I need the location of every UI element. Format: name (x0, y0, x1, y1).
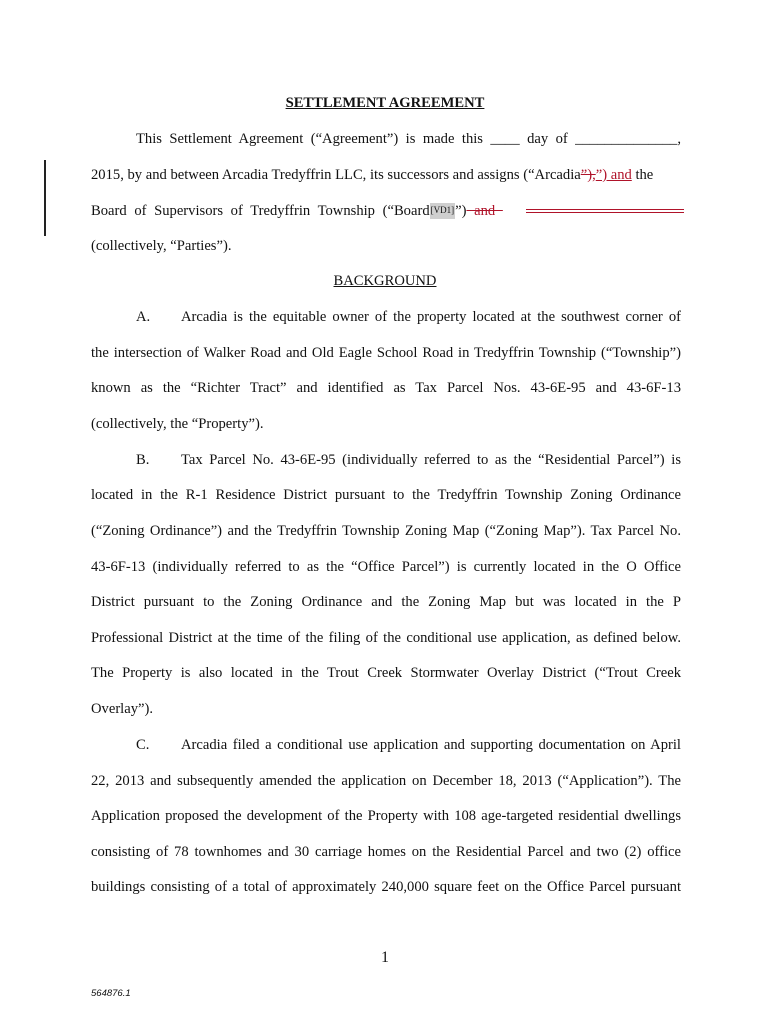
paragraph-b-line: (“Zoning Ordinance”) and the Tredyffrin Township Zoning Map (“Zoning Map”). Tax Parcel No. (91, 523, 681, 539)
paragraph-b-label: B. (136, 452, 150, 468)
page-number: 1 (381, 949, 389, 966)
intro-line-2-end: the (631, 167, 654, 183)
paragraph-c-label: C. (136, 737, 150, 753)
intro-line-3 (91, 200, 681, 221)
paragraph-a-label: A. (136, 309, 151, 325)
paragraph-a-line: the intersection of Walker Road and Old Eagle School Road in Tredyffrin Township (“Township”) (91, 345, 681, 361)
paragraph-b-line: Professional District at the time of the filing of the conditional use application, as defined below. (91, 630, 681, 646)
paragraph-b-line: Tax Parcel No. 43-6E-95 (individually referred to as the “Residential Parcel”) is (181, 452, 681, 468)
paragraph-b-line: District pursuant to the Zoning Ordinance and the Zoning Map but was located in the P (91, 594, 681, 610)
inserted-blank-line (526, 209, 684, 213)
background-heading: BACKGROUND (333, 273, 437, 289)
intro-line-2 (91, 165, 681, 185)
paragraph-a-line: Arcadia is the equitable owner of the property located at the southwest corner of (181, 309, 681, 325)
comment-marker[interactable] (430, 203, 456, 219)
paragraph-c-line: Arcadia filed a conditional use application and supporting documentation on April (181, 737, 681, 753)
change-bar (44, 160, 46, 236)
intro-line-2-text: 2015, by and between Arcadia Tredyffrin LLC, its successors and assigns (“Arcadia (91, 167, 581, 183)
inserted-text: ”) and (595, 167, 632, 183)
paragraph-a-line: known as the “Richter Tract” and identified as Tax Parcel Nos. 43-6E-95 and 43-6F-13 (91, 380, 681, 396)
intro-line-3-close: ”) (455, 203, 467, 219)
paragraph-a-line: (collectively, the “Property”). (91, 416, 264, 432)
paragraph-c-line: Application proposed the development of the Property with 108 age-targeted residential dwellings (91, 808, 681, 824)
paragraph-b-line: The Property is also located in the Trout Creek Stormwater Overlay District (“Trout Creek (91, 665, 681, 681)
comment-tag: [VD1] (430, 205, 455, 215)
document-title: SETTLEMENT AGREEMENT (285, 95, 485, 111)
intro-line-3-text: Board of Supervisors of Tredyffrin Township (“Board (91, 203, 430, 219)
deleted-text: ”), (580, 167, 596, 183)
paragraph-b-line: Overlay”). (91, 701, 153, 717)
paragraph-c-line: 22, 2013 and subsequently amended the application on December 18, 2013 (“Application”). The (91, 773, 681, 789)
paragraph-b-line: 43-6F-13 (individually referred to as the “Office Parcel”) is currently located in the O Office (91, 559, 681, 575)
paragraph-c-line: buildings consisting of a total of approximately 240,000 square feet on the Office Parcel pursuant (91, 879, 681, 895)
paragraph-c-line: consisting of 78 townhomes and 30 carriage homes on the Residential Parcel and two (2) office (91, 844, 681, 860)
deleted-text-and: and (466, 203, 503, 219)
document-id: 564876.1 (91, 988, 131, 999)
intro-line-4: (collectively, “Parties”). (91, 238, 232, 254)
intro-line-1: This Settlement Agreement (“Agreement”) is made this ____ day of ______________, (136, 131, 681, 147)
paragraph-b-line: located in the R-1 Residence District pursuant to the Tredyffrin Township Zoning Ordinance (91, 487, 681, 503)
